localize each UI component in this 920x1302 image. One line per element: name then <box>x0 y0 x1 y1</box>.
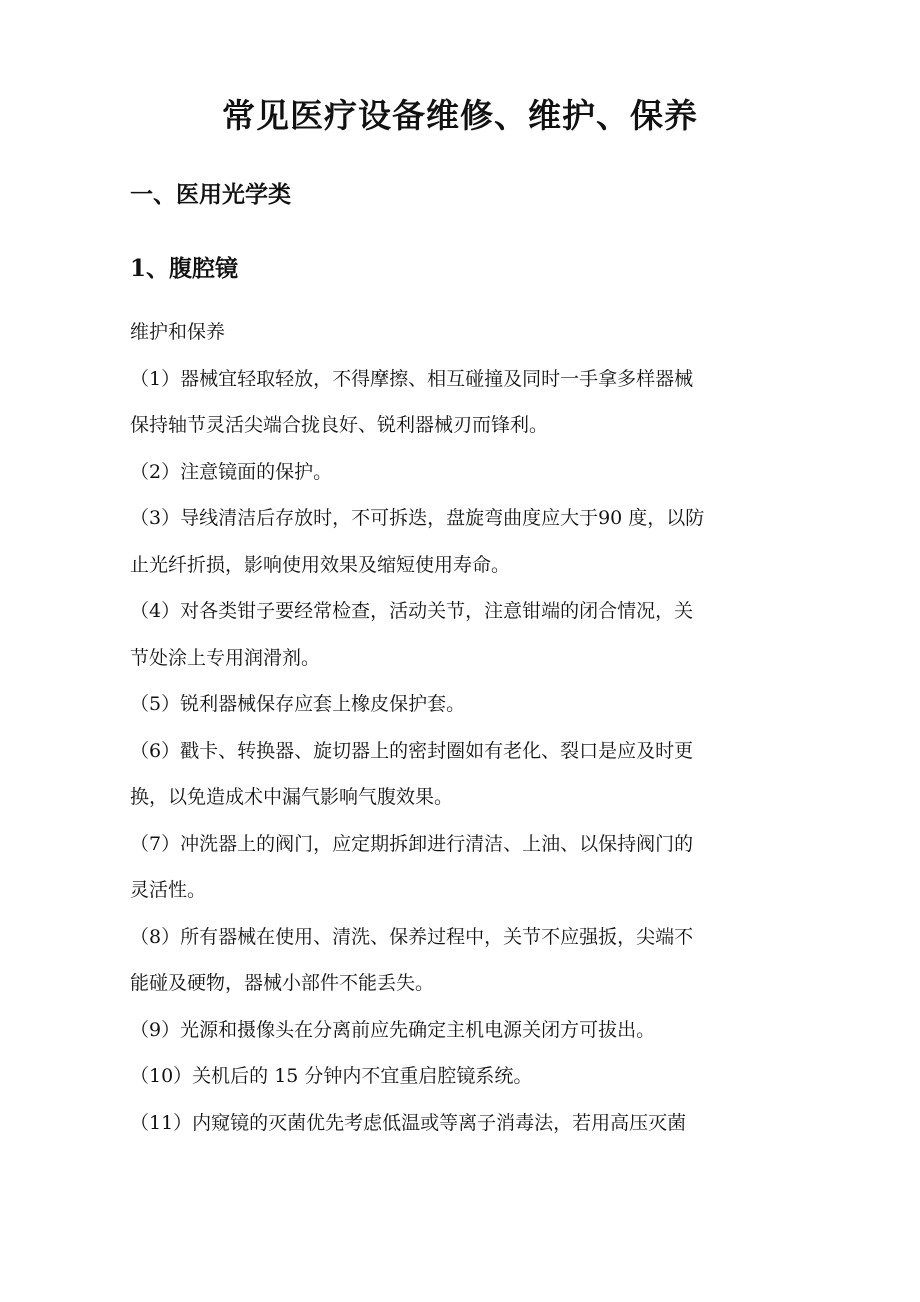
body-line: （5）锐利器械保存应套上橡皮保护套。 <box>130 693 466 715</box>
body-line: （7）冲洗器上的阀门，应定期拆卸进行清洁、上油、以保持阀门的 <box>130 832 694 855</box>
body-line: （9）光源和摄像头在分离前应先确定主机电源关闭方可拔出。 <box>130 1018 656 1041</box>
body-line: 维护和保养 <box>130 321 226 343</box>
body-line: （2）注意镜面的保护。 <box>130 460 333 483</box>
document-body <box>130 314 790 1151</box>
document-title: 常见医疗设备维修、维护、保养 <box>222 96 698 135</box>
body-line: 节处涂上专用润滑剂。 <box>130 646 321 669</box>
body-line: 止光纤折损，影响使用效果及缩短使用寿命。 <box>130 553 511 576</box>
body-line: （10）关机后的 15 分钟内不宜重启腔镜系统。 <box>130 1065 533 1087</box>
body-line: （11）内窥镜的灭菌优先考虑低温或等离子消毒法，若用高压灭菌 <box>130 1111 687 1134</box>
body-line: （6）戳卡、转换器、旋切器上的密封圈如有老化、裂口是应及时更 <box>130 739 694 762</box>
subsection-heading: 1、腹腔镜 <box>130 255 239 282</box>
body-line: 换，以免造成术中漏气影响气腹效果。 <box>130 786 454 808</box>
body-line: （3）导线清洁后存放时，不可拆迭，盘旋弯曲度应大于90 度，以防 <box>130 507 705 529</box>
body-line: 保持轴节灵活尖端合拢良好、锐利器械刃而锋利。 <box>130 414 549 436</box>
body-line: 灵活性。 <box>130 879 207 901</box>
body-line: （8）所有器械在使用、清洗、保养过程中，关节不应强扳，尖端不 <box>130 925 694 948</box>
body-line: （1）器械宜轻取轻放，不得摩擦、相互碰撞及同时一手拿多样器械 <box>130 367 694 390</box>
body-line: （4）对各类钳子要经常检查，活动关节，注意钳端的闭合情况，关 <box>130 600 694 622</box>
body-line: 能碰及硬物，器械小部件不能丢失。 <box>130 972 435 994</box>
section-heading: 一、医用光学类 <box>130 181 291 208</box>
